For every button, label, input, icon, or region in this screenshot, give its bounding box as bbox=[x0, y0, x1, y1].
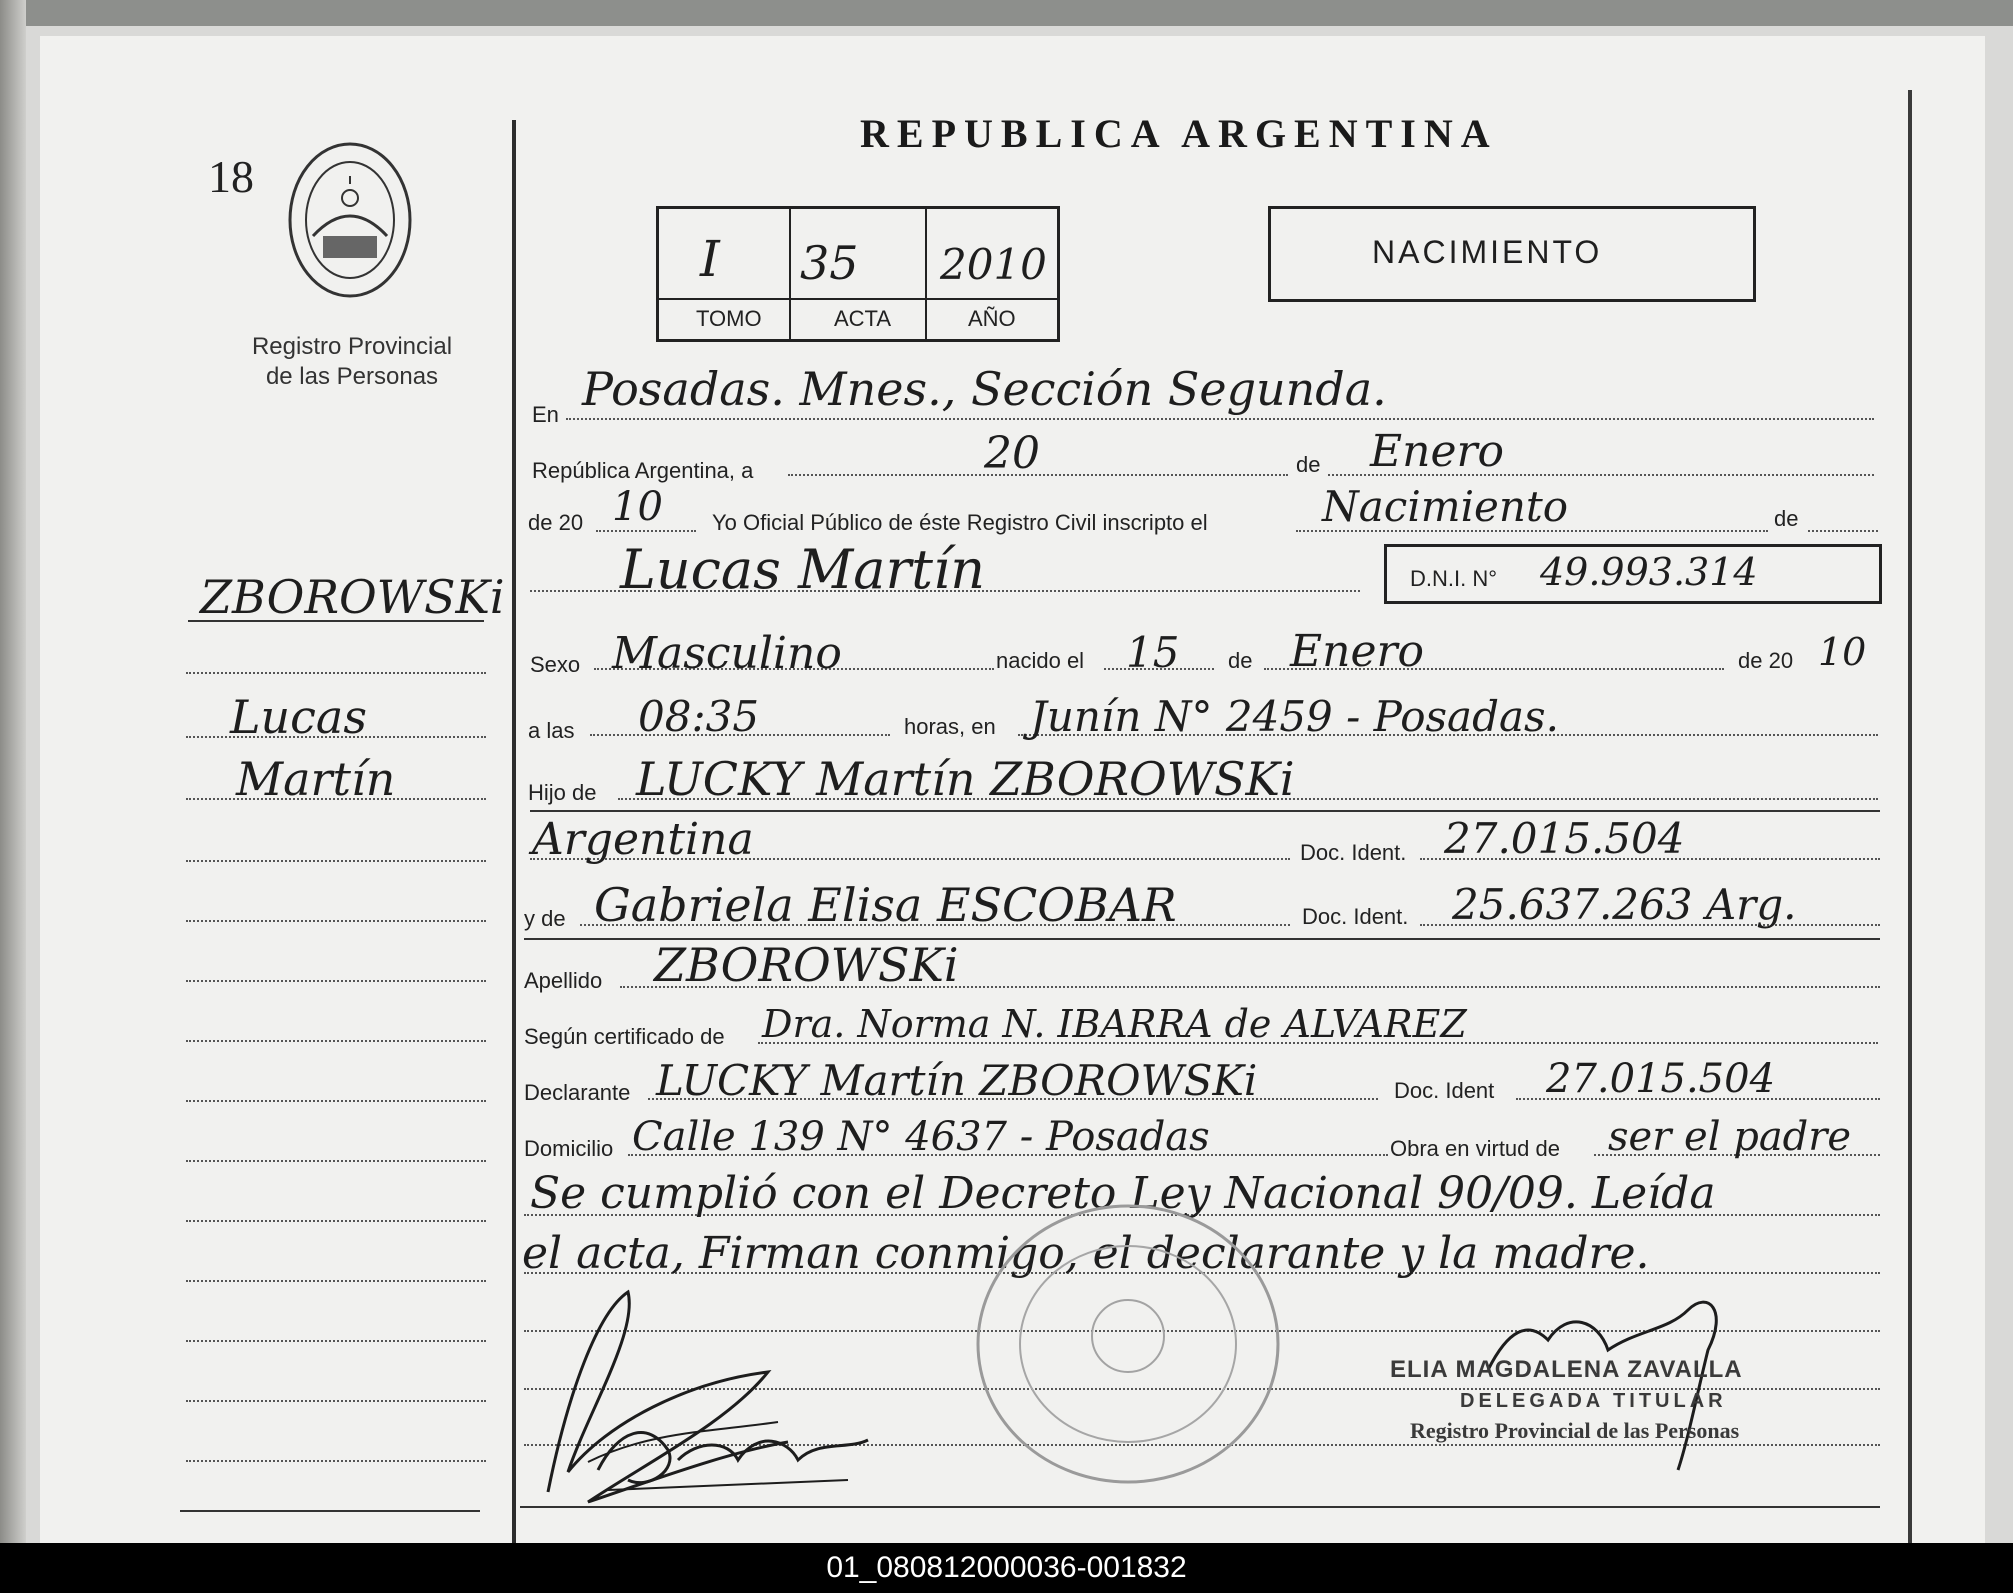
tomo-value: I bbox=[700, 230, 720, 288]
tomo-label: TOMO bbox=[696, 306, 762, 331]
a-las-label: a las bbox=[528, 718, 575, 743]
domicilio-label: Domicilio bbox=[524, 1136, 614, 1161]
obra-value: ser el padre bbox=[1608, 1114, 1852, 1160]
official-office: Registro Provincial de las Personas bbox=[1410, 1418, 1740, 1443]
en-value: Posadas. Mnes., Sección Segunda. bbox=[582, 362, 1387, 416]
hijo-label: Hijo de bbox=[528, 780, 597, 805]
father-doc: 27.015.504 bbox=[1444, 814, 1685, 863]
declarante-label: Declarante bbox=[524, 1080, 631, 1105]
declarante-doc-label: Doc. Ident bbox=[1394, 1078, 1495, 1103]
country-title: REPUBLICA ARGENTINA bbox=[860, 111, 1498, 156]
nacido-label: nacido el bbox=[996, 648, 1085, 673]
registry-line-2: de las Personas bbox=[265, 363, 439, 390]
segun-label: Según certificado de bbox=[524, 1024, 725, 1049]
en-label: En bbox=[532, 402, 559, 427]
month-value: Enero bbox=[1370, 426, 1505, 477]
oficial-label: Yo Oficial Público de éste Registro Civil inscripto el bbox=[712, 510, 1208, 535]
father-doc-label: Doc. Ident. bbox=[1300, 840, 1407, 865]
file-id-footer: 01_080812000036-001832 bbox=[0, 1543, 2013, 1593]
father-name: LUCKY Martín ZBOROWSKi bbox=[636, 752, 1295, 806]
birth-de-label: de bbox=[1228, 648, 1253, 673]
apellido-value: ZBOROWSKi bbox=[654, 938, 959, 992]
mother-doc-label: Doc. Ident. bbox=[1302, 904, 1409, 929]
y-de-label: y de bbox=[524, 906, 566, 931]
note-line-1: Se cumplió con el Decreto Ley Nacional 90/09. Leída bbox=[530, 1168, 1716, 1219]
birth-month: Enero bbox=[1290, 626, 1425, 677]
margin-name-1: Lucas bbox=[230, 690, 367, 744]
apellido-label: Apellido bbox=[524, 968, 603, 993]
sexo-value: Masculino bbox=[612, 628, 842, 679]
day-value: 20 bbox=[984, 428, 1040, 479]
hour-value: 08:35 bbox=[638, 692, 760, 741]
margin-name-2: Martín bbox=[236, 752, 396, 806]
place-value: Junín N° 2459 - Posadas. bbox=[1030, 692, 1559, 741]
declarante-doc: 27.015.504 bbox=[1546, 1056, 1776, 1102]
acta-value: 35 bbox=[800, 236, 859, 290]
father-nationality: Argentina bbox=[532, 814, 754, 865]
official-name: ELIA MAGDALENA ZAVALLA bbox=[1390, 1356, 1743, 1383]
birth-year: 10 bbox=[1818, 630, 1867, 674]
page-number: 18 bbox=[208, 151, 254, 202]
republica-label: República Argentina, a bbox=[532, 458, 754, 483]
birth-de20-label: de 20 bbox=[1738, 648, 1794, 673]
anio-value: 2010 bbox=[940, 240, 1047, 289]
margin-surname: ZBOROWSKi bbox=[200, 570, 505, 624]
acta-label: ACTA bbox=[834, 306, 892, 331]
mother-name: Gabriela Elisa ESCOBAR bbox=[594, 878, 1177, 932]
horas-label: horas, en bbox=[904, 714, 996, 739]
official-title: DELEGADA TITULAR bbox=[1460, 1390, 1727, 1412]
mother-doc: 25.637.263 Arg. bbox=[1452, 880, 1797, 929]
registry-name bbox=[232, 332, 472, 392]
de-end-label: de bbox=[1774, 506, 1799, 531]
year-value: 10 bbox=[612, 484, 663, 530]
province-seal-icon bbox=[283, 136, 417, 304]
de20-label: de 20 bbox=[528, 510, 584, 535]
child-name: Lucas Martín bbox=[620, 538, 986, 601]
dni-value: 49.993.314 bbox=[1540, 550, 1758, 594]
scan-border-left bbox=[0, 0, 26, 1543]
dni-label: D.N.I. N° bbox=[1410, 566, 1498, 591]
record-type: NACIMIENTO bbox=[1372, 234, 1603, 270]
sexo-label: Sexo bbox=[530, 652, 581, 677]
anio-label: AÑO bbox=[968, 306, 1016, 331]
birth-day: 15 bbox=[1126, 628, 1180, 677]
registry-line-1: Registro Provincial bbox=[251, 333, 453, 360]
note-line-2: el acta, Firman conmigo, el declarante y la madre. bbox=[522, 1228, 1650, 1279]
domicilio-value: Calle 139 N° 4637 - Posadas bbox=[632, 1114, 1210, 1160]
scan-border-top bbox=[0, 0, 2013, 26]
inscripto-value: Nacimiento bbox=[1322, 482, 1569, 531]
margin-divider bbox=[512, 120, 516, 1543]
official-stamp-icon bbox=[968, 1196, 1288, 1492]
sheet-right-rule bbox=[1908, 90, 1912, 1543]
de-label: de bbox=[1296, 452, 1321, 477]
obra-label: Obra en virtud de bbox=[1390, 1136, 1560, 1161]
certificado-value: Dra. Norma N. IBARRA de ALVAREZ bbox=[762, 1002, 1467, 1046]
mother-signature-icon bbox=[588, 1400, 888, 1510]
declarante-value: LUCKY Martín ZBOROWSKi bbox=[656, 1056, 1258, 1105]
